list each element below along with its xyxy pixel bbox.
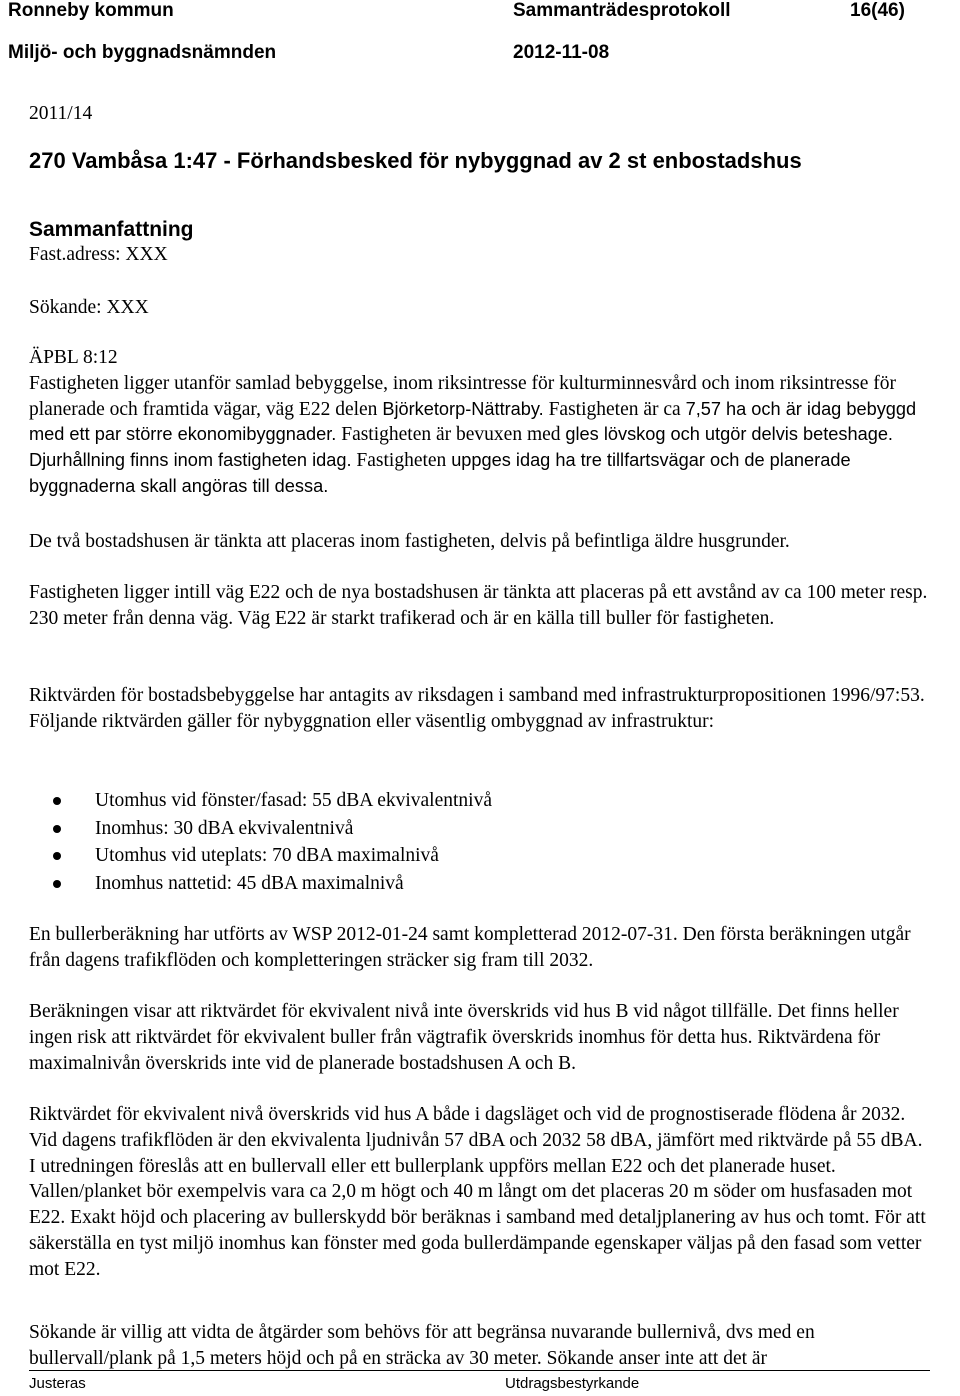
section-heading: Sammanfattning <box>29 218 194 241</box>
para1-part-i: Fastigheten <box>351 450 452 472</box>
paragraph-guidelines-block <box>29 683 931 735</box>
footer-utdragsbestyrkande: Utdragsbestyrkande <box>505 1375 640 1392</box>
para1-part-e: Fastigheten är bevuxen med <box>336 424 566 446</box>
meeting-date: 2012-11-08 <box>513 42 610 63</box>
footer-divider <box>29 1370 930 1371</box>
page-number: 16(46) <box>850 0 905 21</box>
property-address-block <box>29 242 931 268</box>
paragraph-guidelines: Riktvärden för bostadsbebyggelse har antagits av riksdagen i samband med infrastrukturpropositionen 1996/97:53. Följande riktvärden gäller för nybyggnation eller väsentlig ombyggnad av infrastruktur: <box>29 685 925 732</box>
legal-basis-block <box>29 345 931 500</box>
paragraph-house-a-block <box>29 1102 931 1283</box>
applicant-block <box>29 295 931 321</box>
list-item-text: Utomhus vid fönster/fasad: 55 dBA ekvivalentnivå <box>95 790 492 811</box>
page-footer <box>29 1370 930 1395</box>
bullet-icon <box>53 825 61 833</box>
list-item <box>29 787 931 815</box>
paragraph-houses: De två bostadshusen är tänkta att placeras inom fastigheten, delvis på befintliga äldre husgrunder. <box>29 531 790 552</box>
bullet-icon <box>53 797 61 805</box>
guideline-list <box>29 787 931 897</box>
para1-part-d: 7,57 ha och är idag bebyggd med ett par större ekonomibyggnader. <box>29 398 917 445</box>
legal-basis: ÄPBL 8:12 <box>29 347 118 368</box>
paragraph-location: Fastigheten ligger intill väg E22 och de nya bostadshusen är tänkta att placeras på ett avstånd av ca 100 meter resp. 230 meter från denna väg. Väg E22 är starkt trafikerad och är en källa till buller för fastigheten. <box>29 582 928 629</box>
paragraph-property-description <box>29 371 931 500</box>
list-item-text: Inomhus: 30 dBA ekvivalentnivå <box>95 817 354 839</box>
applicant: Sökande: XXX <box>29 297 149 318</box>
list-item <box>29 815 931 843</box>
paragraph-houses-block <box>29 529 931 555</box>
bullet-icon <box>53 852 61 860</box>
para1-part-b: Björketorp-Nättraby. <box>382 398 544 419</box>
paragraph-applicant-measures-block <box>29 1320 931 1372</box>
list-item-text: Inomhus nattetid: 45 dBA maximalnivå <box>95 872 404 894</box>
property-address: Fast.adress: XXX <box>29 244 168 265</box>
para1-part-a: Fastigheten ligger utanför samlad bebyggelse, inom riksintresse för kulturminnesvård och inom riksintresse för planerade och framtida vägar, väg E22 delen <box>29 372 897 420</box>
paragraph-house-b: Beräkningen visar att riktvärdet för ekvivalent nivå inte överskrids vid hus B vid något tillfälle. Det finns heller ingen risk att riktvärdet för ekvivalent buller från vägtrafik överskrids inomhus för detta hus. Riktvärdena för maximalnivån överskrids inte vid de planerade bostadshusen A och B. <box>29 1001 899 1074</box>
document-type: Sammanträdesprotokoll <box>513 0 731 21</box>
list-item <box>29 870 931 898</box>
para1-part-j: uppges idag ha tre tillfartsvägar och de planerade byggnaderna skall angöras till dessa. <box>29 450 851 496</box>
list-item <box>29 842 931 870</box>
paragraph-house-b-block <box>29 999 931 1076</box>
paragraph-location-block <box>29 580 931 632</box>
list-item-text: Utomhus vid uteplats: 70 dBA maximalnivå <box>95 845 439 866</box>
guideline-list-block <box>29 787 931 897</box>
paragraph-applicant-measures: Sökande är villig att vidta de åtgärder som behövs för att begränsa nuvarande bullernivå, dvs med en bullervall/plank på 1,5 meters höjd och på en sträcka av 30 meter. Sökande anser inte att det är <box>29 1322 815 1369</box>
para1-part-f: gles lövskog och utgör delvis beteshage. <box>565 424 893 445</box>
para1-part-h: Djurhållning finns inom fastigheten idag. <box>29 450 352 471</box>
paragraph-house-a: Riktvärdet för ekvivalent nivå överskrids vid hus A både i dagsläget och vid de prognostiserade flödena år 2032. Vid dagens trafikflöden är den ekvivalenta ljudnivån 57 dBA och 2032 58 dBA, jämfört med riktvärde på 55 dBA. I utredningen föreslås att en bullervall eller ett bullerplank uppförs mellan E22 och det planerade huset. Vallen/planket bör exempelvis vara ca 2,0 m högt och 40 m långt om det placeras 20 m söder om husfasaden mot E22. Exakt höjd och placering av bullerskydd bör beräknas i samband med detaljplanering av hus och tomt. För att säkerställa en tyst miljö inomhus kan fönster med goda bullerdämpande egenskaper väljas på den fasad som vetter mot E22. <box>29 1104 926 1280</box>
para1-part-c: Fastigheten är ca <box>543 398 686 420</box>
footer-justeras: Justeras <box>29 1375 86 1392</box>
board-name: Miljö- och byggnadsnämnden <box>8 42 277 63</box>
page-title: 270 Vambåsa 1:47 - Förhandsbesked för nybyggnad av 2 st enbostadshus <box>29 148 802 173</box>
paragraph-noise-calc-block <box>29 922 931 974</box>
municipality-name: Ronneby kommun <box>8 0 174 21</box>
case-number: 2011/14 <box>29 103 93 124</box>
paragraph-noise-calc: En bullerberäkning har utförts av WSP 2012-01-24 samt kompletterad 2012-07-31. Den första beräkningen utgår från dagens trafikflöden och kompletteringen sträcker sig fram till 2032. <box>29 924 911 971</box>
bullet-icon <box>53 880 61 888</box>
case-number-block <box>29 101 931 127</box>
